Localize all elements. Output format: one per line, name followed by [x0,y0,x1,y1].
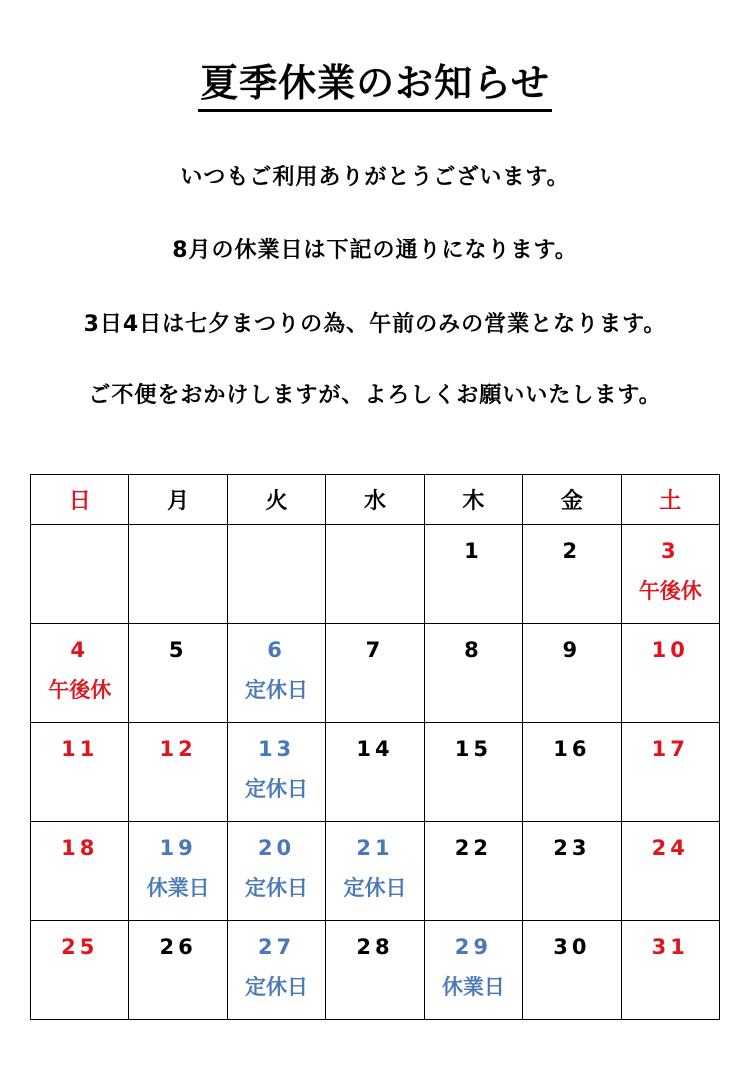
calendar-day-cell [31,921,129,1020]
calendar-day-cell [424,822,522,921]
day-number: 29 [454,935,493,959]
weekday-fri: 金 [523,475,621,525]
day-number [326,539,423,563]
notice-line-1: いつもご利用ありがとうございます。 [180,165,570,190]
weekday-mon: 月 [129,475,227,525]
day-note: 定休日 [343,876,407,900]
calendar-day-cell [129,921,227,1020]
calendar-day-cell [523,723,621,822]
day-number: 8 [464,638,483,662]
weekday-wed: 水 [326,475,424,525]
notice-line-2: 8月の休業日は下記の通りになります。 [172,238,578,263]
day-number: 18 [61,836,99,860]
calendar-day-cell [129,822,227,921]
notice-line-4: ご不便をおかけしますが、よろしくお願いいたします。 [88,383,662,408]
calendar-day-cell [227,822,325,921]
calendar-day-cell [621,525,719,624]
day-number: 25 [61,935,99,959]
calendar-day-cell [326,525,424,624]
calendar-day-cell [227,921,325,1020]
day-number: 14 [356,737,394,761]
day-note: 定休日 [245,777,309,801]
weekday-sat: 土 [621,475,719,525]
weekday-header-row [31,475,720,525]
day-number: 21 [356,836,394,860]
weekday-thu: 木 [424,475,522,525]
day-number: 24 [651,836,689,860]
day-number: 10 [651,638,689,662]
calendar-day-cell [424,624,522,723]
calendar-day-cell [621,624,719,723]
day-number: 22 [454,836,493,860]
day-number: 15 [454,737,493,761]
day-note: 休業日 [441,975,505,999]
day-note: 定休日 [245,678,309,702]
notice-title [0,52,750,107]
calendar-day-cell [227,624,325,723]
calendar-day-cell [424,723,522,822]
calendar-day-cell [326,921,424,1020]
calendar-day-cell [523,921,621,1020]
day-number: 31 [651,935,689,959]
day-number: 23 [553,836,591,860]
day-number: 17 [651,737,689,761]
august-calendar [30,474,720,1020]
weekday-tue: 火 [227,475,325,525]
day-number: 27 [257,935,296,959]
calendar-week-row [31,723,720,822]
day-number [129,539,226,563]
day-number: 11 [61,737,99,761]
calendar-day-cell [523,525,621,624]
calendar-day-cell [129,624,227,723]
day-number: 4 [70,638,90,662]
day-note: 午後休 [638,579,702,603]
day-note: 定休日 [245,876,309,900]
calendar-week-row [31,624,720,723]
day-note: 定休日 [245,975,309,999]
calendar-day-cell [31,723,129,822]
calendar-day-cell [326,723,424,822]
day-number: 6 [267,638,286,662]
day-number [31,539,128,563]
calendar-day-cell [227,723,325,822]
notice-title-text: 夏季休業のお知らせ [198,61,552,112]
calendar-week-row [31,822,720,921]
day-number: 30 [553,935,591,959]
day-number: 12 [159,737,197,761]
calendar-day-cell [326,624,424,723]
calendar-day-cell [621,921,719,1020]
calendar-day-cell [129,525,227,624]
calendar-body [31,525,720,1020]
calendar-day-cell [31,525,129,624]
calendar-day-cell [621,723,719,822]
day-number: 13 [257,737,296,761]
calendar-week-row [31,525,720,624]
day-number: 26 [159,935,197,959]
day-number: 9 [562,638,582,662]
day-note: 休業日 [146,876,210,900]
weekday-sun: 日 [31,475,129,525]
calendar-day-cell [424,525,522,624]
calendar-day-cell [326,822,424,921]
day-number: 20 [257,836,296,860]
calendar-day-cell [621,822,719,921]
notice-line-3: 3日4日は七夕まつりの為、午前のみの営業となります。 [83,312,667,337]
calendar-week-row [31,921,720,1020]
calendar-day-cell [31,624,129,723]
day-number: 1 [464,539,483,563]
calendar-day-cell [227,525,325,624]
day-number: 2 [562,539,582,563]
day-number: 7 [365,638,385,662]
day-number: 19 [159,836,197,860]
calendar-day-cell [129,723,227,822]
day-number: 3 [660,539,680,563]
day-number: 28 [356,935,394,959]
day-number: 5 [168,638,188,662]
day-number [228,539,325,563]
calendar-day-cell [523,624,621,723]
calendar-day-cell [31,822,129,921]
day-number: 16 [553,737,591,761]
calendar-day-cell [424,921,522,1020]
calendar-day-cell [523,822,621,921]
day-note: 午後休 [48,678,112,702]
